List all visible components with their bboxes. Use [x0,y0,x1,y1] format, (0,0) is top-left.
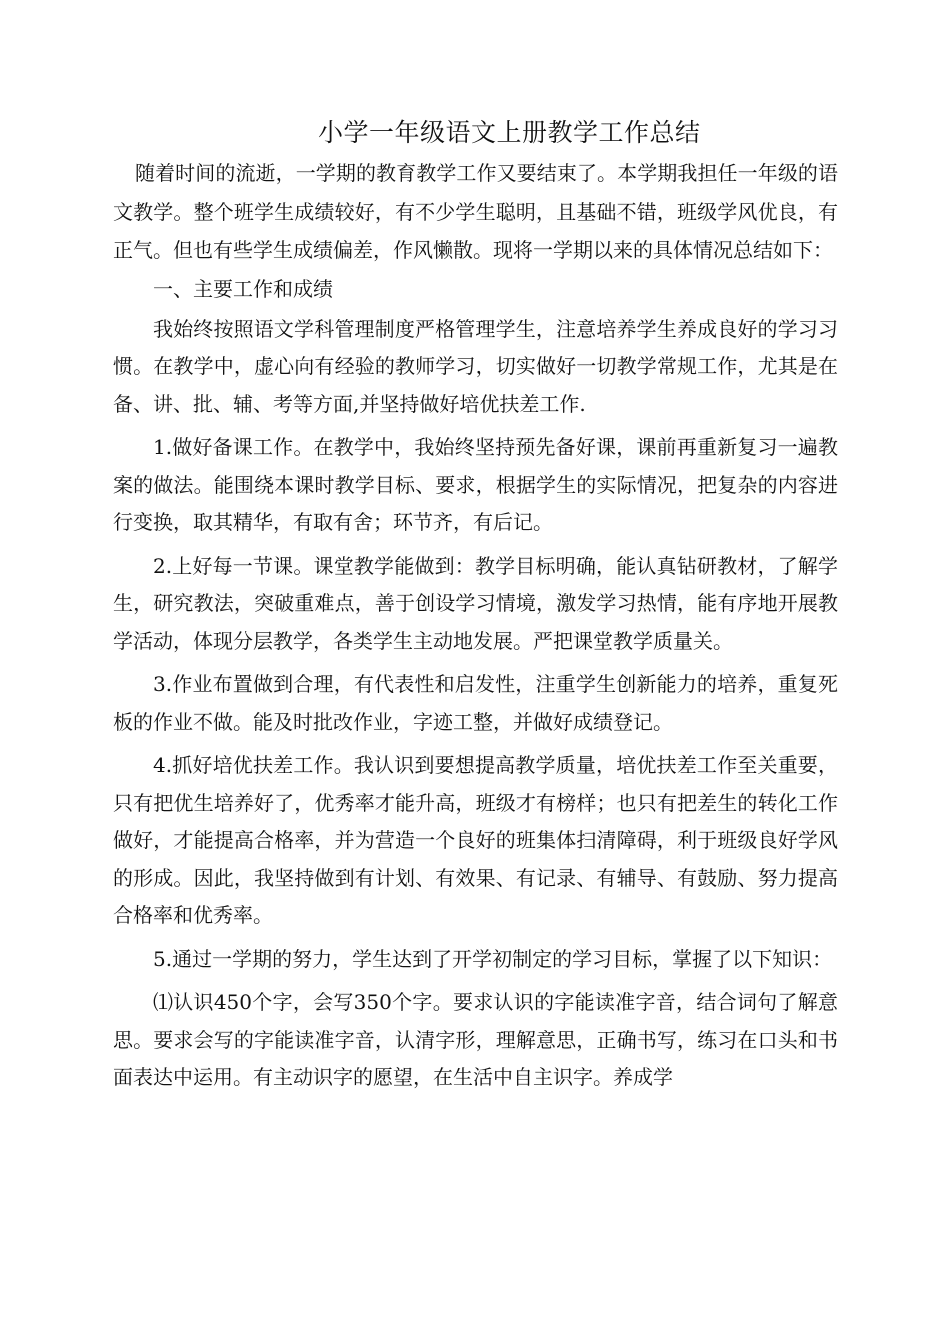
intro-paragraph: 随着时间的流逝，一学期的教育教学工作又要结束了。本学期我担任一年级的语文教学。整个班学生成绩较好，有不少学生聪明，且基础不错，班级学风优良，有正气。但也有些学生成绩偏差，作风懒散。现将一学期以来的具体情况总结如下： [113,161,838,262]
section-body-paragraph: 我始终按照语文学科管理制度严格管理学生，注意培养学生养成良好的学习习惯。在教学中，虚心向有经验的教师学习，切实做好一切教学常规工作，尤其是在备、讲、批、辅、考等方面,并坚持做好培优扶差工作. [113,316,838,416]
document-body [113,112,838,1097]
document-title: 小学一年级语文上册教学工作总结 [318,118,701,147]
numbered-item-3: 3.作业布置做到合理，有代表性和启发性，注重学生创新能力的培养，重复死板的作业不做。能及时批改作业，字迹工整，并做好成绩登记。 [113,672,838,734]
numbered-item-5: 5.通过一学期的努力，学生达到了开学初制定的学习目标，掌握了以下知识： [153,946,833,971]
numbered-item-4: 4.抓好培优扶差工作。我认识到要想提高教学质量，培优扶差工作至关重要，只有把优生培养好了，优秀率才能升高，班级才有榜样；也只有把差生的转化工作做好，才能提高合格率，并为营造一个良好的班集体扫清障碍，利于班级良好学风的形成。因此，我坚持做到有计划、有效果、有记录、有辅导、有鼓励、努力提高合格率和优秀率。 [113,753,838,927]
sub-item-1: ⑴认识450个字，会写350个字。要求认识的字能读准字音，结合词句了解意思。要求会写的字能读准字音，认清字形，理解意思，正确书写，练习在口头和书面表达中运用。有主动识字的愿望，在生活中自主识字。养成学 [113,990,838,1089]
numbered-item-2: 2.上好每一节课。课堂教学能做到：教学目标明确，能认真钻研教材，了解学生，研究教法，突破重难点，善于创设学习情境，激发学习热情，能有序地开展教学活动，体现分层教学，各类学生主动地发展。严把课堂教学质量关。 [113,553,838,653]
numbered-item-1: 1.做好备课工作。在教学中，我始终坚持预先备好课，课前再重新复习一遍教案的做法。能围绕本课时教学目标、要求，根据学生的实际情况，把复杂的内容进行变换，取其精华，有取有舍；环节齐，有后记。 [113,435,838,534]
section-heading: 一、主要工作和成绩 [153,276,333,301]
